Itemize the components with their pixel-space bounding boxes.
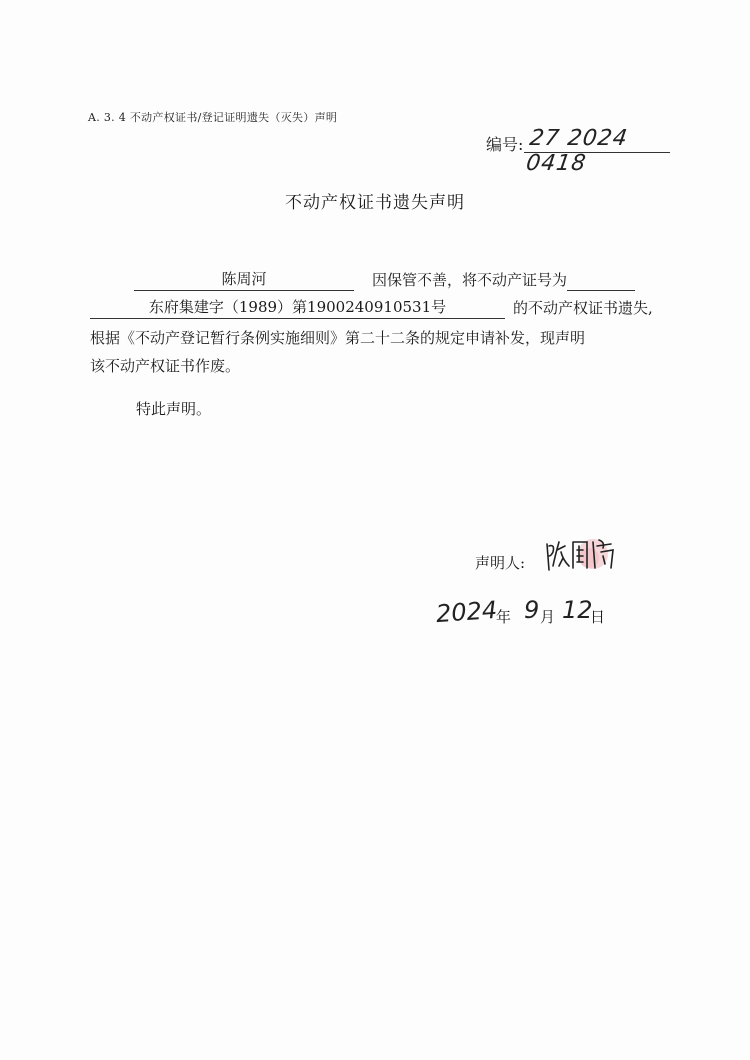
void-text: 该不动产权证书作废。	[90, 357, 241, 375]
document-title: 不动产权证书遗失声明	[285, 193, 465, 213]
month-unit: 月	[540, 608, 556, 626]
declarant-label: 声明人:	[475, 554, 526, 572]
blank-underline	[567, 268, 635, 291]
basis-text: 根据《不动产登记暂行条例实施细则》第二十二条的规定申请补发，现声明	[90, 329, 586, 347]
number-label: 编号:	[486, 135, 524, 154]
number-underline	[524, 152, 670, 153]
date-month: 9	[524, 596, 540, 624]
number-value-handwritten: 27 2024 0418	[524, 126, 630, 176]
date-year: 2024	[435, 595, 498, 629]
form-reference: A. 3. 4 不动产权证书/登记证明遗失（灭失）声明	[88, 111, 338, 124]
declarant-name-field: 陈周河	[134, 268, 354, 291]
reason-text: 因保管不善，将不动产证号为	[372, 271, 568, 289]
document-number	[486, 126, 676, 176]
closing-statement: 特此声明。	[136, 400, 212, 418]
date-day: 12	[562, 596, 593, 624]
handwritten-signature	[541, 532, 621, 582]
certificate-number-field: 东府集建字（1989）第1900240910531号	[90, 296, 505, 319]
year-unit: 年	[496, 608, 512, 626]
body-line-1	[90, 268, 680, 296]
declaration-body	[90, 268, 680, 380]
after-cert-text: 的不动产权证书遗失,	[513, 299, 653, 317]
declaration-date	[430, 596, 650, 636]
day-unit: 日	[590, 608, 606, 626]
body-line-2	[90, 296, 680, 324]
declarant-signature-block	[475, 548, 675, 578]
